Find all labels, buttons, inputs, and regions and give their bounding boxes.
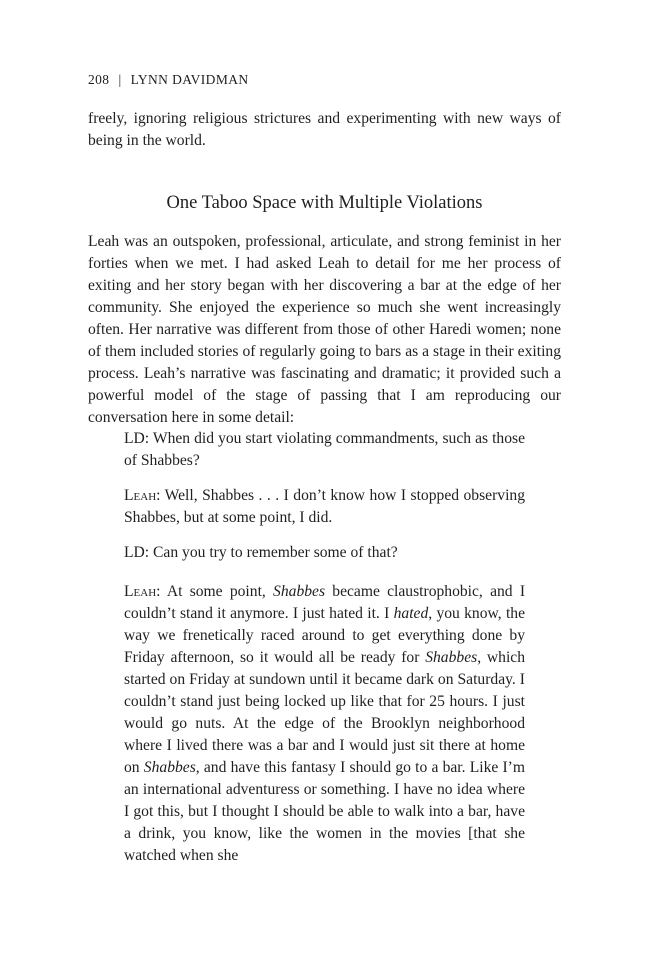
dialogue-turn-2 — [124, 485, 525, 529]
dialogue-text: At some point, — [166, 583, 266, 600]
speaker-label: LD: — [124, 430, 150, 447]
dialogue-text: , and have this fantasy I should go to a bar. Like I’m an international adventuress or something. I have no idea where I got this, but I thought I should be able to walk into a bar, have a drink, you know, like the women in the movies [that she watched when she — [124, 759, 525, 864]
dialogue-text: , which started on Friday at sundown until it became dark on Saturday. I couldn’t stand just being locked up like that for 25 hours. I just would go nuts. At the edge of the Brooklyn neighborhood where I lived there was a bar and I would just sit there at home on — [124, 649, 525, 776]
speaker-label: Leah: — [124, 487, 161, 504]
dialogue-turn-1 — [124, 428, 525, 472]
running-header — [88, 72, 249, 88]
dialogue-text: When did you start violating commandments, such as those of Shabbes? — [124, 430, 525, 469]
dialogue-text: Well, Shabbes . . . I don’t know how I stopped observing Shabbes, but at some point, I did. — [124, 487, 526, 526]
dialogue-turn-3 — [124, 542, 525, 564]
section-heading: One Taboo Space with Multiple Violations — [166, 193, 483, 213]
header-separator: | — [118, 72, 122, 87]
dialogue-emphasis: Shabbes — [273, 583, 326, 600]
dialogue-turn-4 — [124, 581, 525, 867]
dialogue-emphasis: Shabbes — [143, 759, 196, 776]
intro-paragraph: freely, ignoring religious strictures and experimenting with new ways of being in the world. — [88, 110, 561, 149]
dialogue-text: became claustrophobic, and I couldn’t stand it anymore. I just hated it. I — [124, 583, 526, 622]
running-head-author: LYNN DAVIDMAN — [130, 72, 249, 87]
dialogue-emphasis: Shabbes — [425, 649, 478, 666]
dialogue-text: Can you try to remember some of that? — [153, 544, 398, 561]
main-paragraph: Leah was an outspoken, professional, articulate, and strong feminist in her forties when we met. I had asked Leah to detail for me her process of exiting and her story began with her discovering a bar at the edge of her community. She enjoyed the experience so much she went increasingly often. Her narrative was different from those of other Haredi women; none of them included stories of regularly going to bars as a stage in their exiting process. Leah’s narrative was fascinating and dramatic; it provided such a powerful model of the stage of passing that I am reproducing our conversation here in some detail: — [88, 233, 561, 426]
speaker-label: Leah: — [124, 583, 161, 600]
page-number: 208 — [88, 72, 110, 87]
dialogue-emphasis: hated — [393, 605, 429, 622]
dialogue-text: , you know, the way we frenetically raced around to get everything done by Friday afternoon, so it would all be ready for — [124, 605, 525, 666]
speaker-label: LD: — [124, 544, 150, 561]
